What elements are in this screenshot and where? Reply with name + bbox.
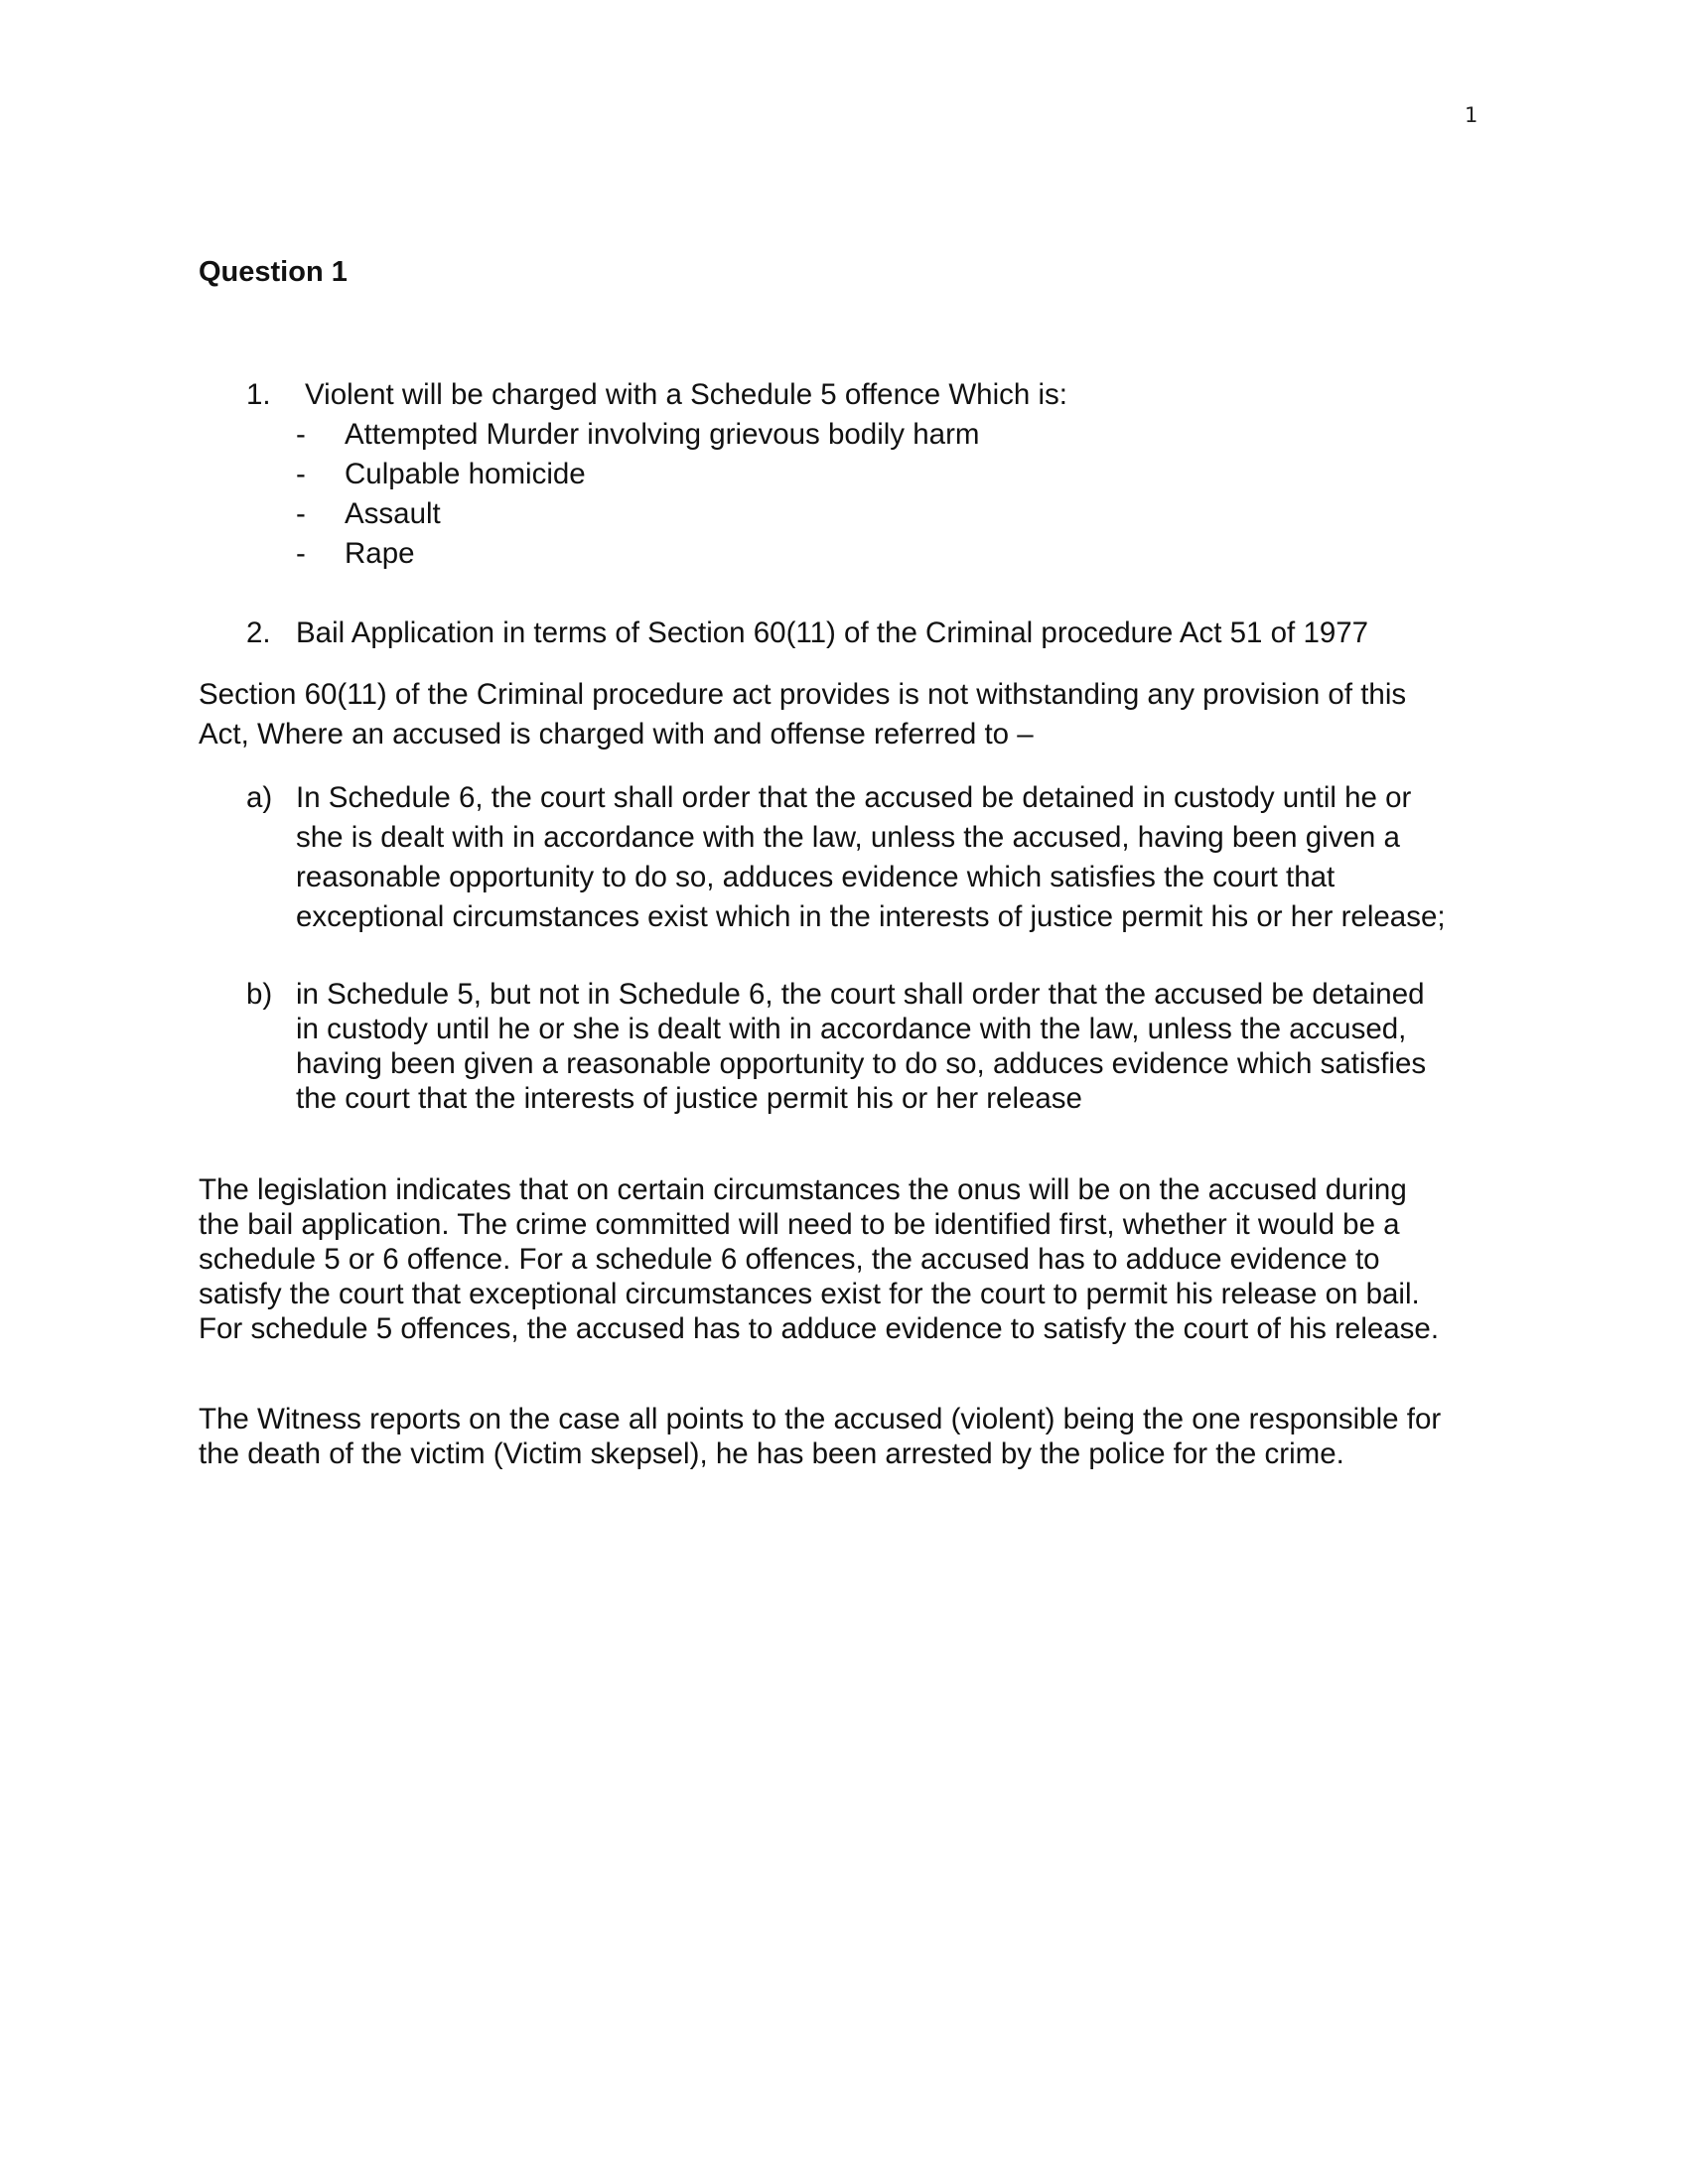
paragraph-line: the bail application. The crime committed will need to be identified first, whether it would be a xyxy=(199,1208,1400,1241)
sub-item-line: the court that the interests of justice permit his or her release xyxy=(296,1082,1082,1115)
paragraph-line: For schedule 5 offences, the accused has to adduce evidence to satisfy the court of his release. xyxy=(199,1312,1440,1345)
paragraph-line: Section 60(11) of the Criminal procedure act provides is not withstanding any provision of this xyxy=(199,678,1407,711)
paragraph-line: satisfy the court that exceptional circumstances exist for the court to permit his release on bail. xyxy=(199,1278,1420,1310)
sub-item-line: she is dealt with in accordance with the law, unless the accused, having been given a xyxy=(296,821,1400,854)
paragraph-line: The Witness reports on the case all points to the accused (violent) being the one responsible for xyxy=(199,1403,1442,1435)
bullet-marker: - xyxy=(296,418,306,451)
list-item-text: Bail Application in terms of Section 60(11) of the Criminal procedure Act 51 of 1977 xyxy=(296,616,1369,649)
bullet-text: Assault xyxy=(345,497,441,530)
bullet-marker: - xyxy=(296,537,306,570)
bullet-marker: - xyxy=(296,497,306,530)
paragraph-line: schedule 5 or 6 offence. For a schedule 6 offences, the accused has to adduce evidence to xyxy=(199,1243,1380,1276)
page-number: 1 xyxy=(1465,103,1478,127)
list-number: 2. xyxy=(246,616,271,649)
sub-item-line: reasonable opportunity to do so, adduces evidence which satisfies the court that xyxy=(296,861,1336,893)
question-title: Question 1 xyxy=(199,256,348,288)
list-item-text: Violent will be charged with a Schedule 5 offence Which is: xyxy=(305,378,1067,411)
sub-item-marker: a) xyxy=(246,781,273,814)
bullet-text: Rape xyxy=(345,537,415,570)
bullet-text: Culpable homicide xyxy=(345,458,586,490)
list-number: 1. xyxy=(246,378,271,411)
bullet-marker: - xyxy=(296,458,306,490)
sub-item-line: in Schedule 5, but not in Schedule 6, the court shall order that the accused be detained xyxy=(296,978,1425,1011)
paragraph-line: the death of the victim (Victim skepsel), he has been arrested by the police for the crime. xyxy=(199,1437,1344,1470)
sub-item-line: having been given a reasonable opportunity to do so, adduces evidence which satisfies xyxy=(296,1047,1427,1080)
paragraph-line: The legislation indicates that on certain circumstances the onus will be on the accused during xyxy=(199,1173,1407,1206)
bullet-text: Attempted Murder involving grievous bodily harm xyxy=(345,418,980,451)
sub-item-marker: b) xyxy=(246,978,273,1011)
sub-item-line: in custody until he or she is dealt with in accordance with the law, unless the accused, xyxy=(296,1013,1407,1045)
sub-item-line: In Schedule 6, the court shall order that the accused be detained in custody until he or xyxy=(296,781,1412,814)
paragraph-line: Act, Where an accused is charged with and offense referred to – xyxy=(199,718,1034,751)
sub-item-line: exceptional circumstances exist which in the interests of justice permit his or her release; xyxy=(296,900,1446,933)
